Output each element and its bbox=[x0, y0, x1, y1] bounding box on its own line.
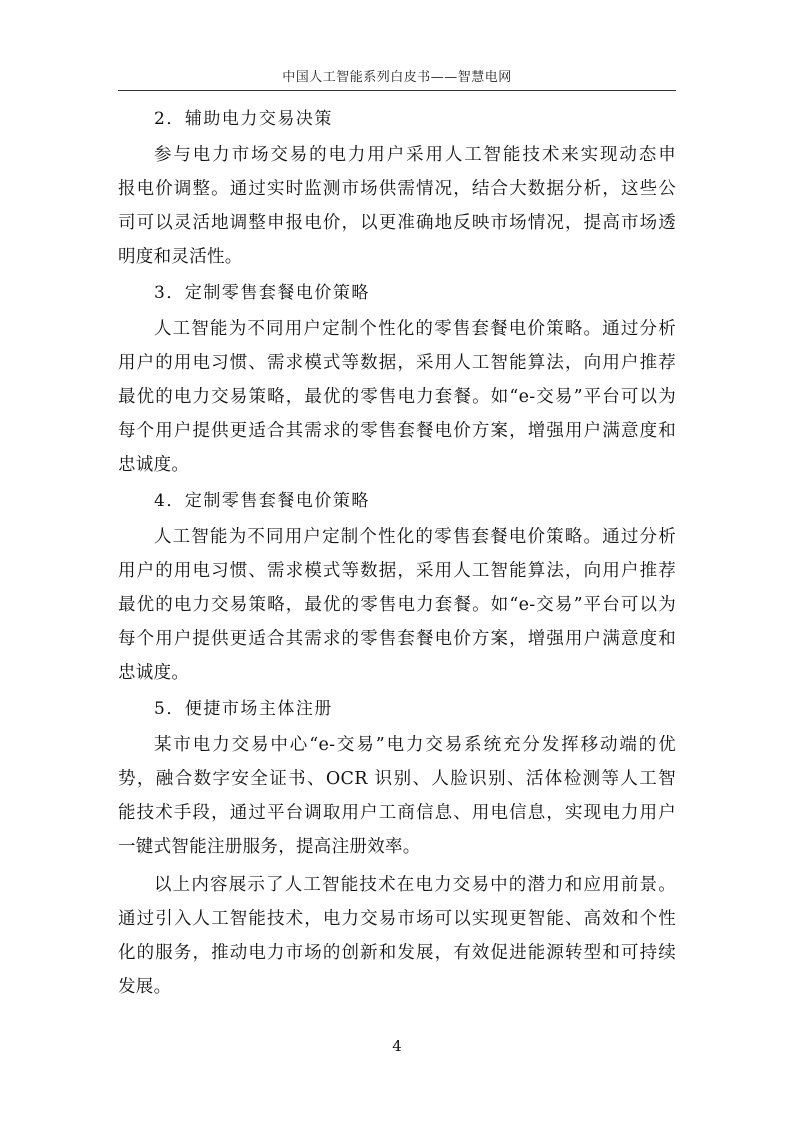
paragraph-line: 忠诚度。 bbox=[118, 663, 190, 683]
section-heading-5: 5．便捷市场主体注册 bbox=[154, 699, 333, 719]
section-paragraph-4 bbox=[118, 520, 676, 690]
paragraph-line: 化的服务，推动电力市场的创新和发展，有效促进能源转型和可持续 bbox=[118, 943, 676, 963]
conclusion-paragraph bbox=[118, 868, 676, 1004]
paragraph-line: 人工智能为不同用户定制个性化的零售套餐电价策略。通过分析 bbox=[154, 527, 676, 547]
header-divider bbox=[118, 90, 676, 91]
paragraph-line: 明度和灵活性。 bbox=[118, 247, 243, 267]
document-body bbox=[118, 100, 676, 1004]
section-heading-3: 3．定制零售套餐电价策略 bbox=[154, 283, 370, 303]
paragraph-line: 能技术手段，通过平台调取用户工商信息、用电信息，实现电力用户 bbox=[118, 803, 676, 823]
paragraph-line: 以上内容展示了人工智能技术在电力交易中的潜力和应用前景。 bbox=[154, 875, 676, 895]
section-heading-2: 2．辅助电力交易决策 bbox=[154, 109, 333, 129]
paragraph-line: 参与电力市场交易的电力用户采用人工智能技术来实现动态申 bbox=[154, 145, 676, 165]
page-header-title: 中国人工智能系列白皮书——智慧电网 bbox=[282, 70, 512, 85]
paragraph-line: 报电价调整。通过实时监测市场供需情况，结合大数据分析，这些公 bbox=[118, 179, 676, 199]
section-paragraph-3 bbox=[118, 312, 676, 482]
paragraph-line: 人工智能为不同用户定制个性化的零售套餐电价策略。通过分析 bbox=[154, 319, 676, 339]
paragraph-line: 每个用户提供更适合其需求的零售套餐电价方案，增强用户满意度和 bbox=[118, 629, 676, 649]
paragraph-line: 每个用户提供更适合其需求的零售套餐电价方案，增强用户满意度和 bbox=[118, 421, 676, 441]
paragraph-line: 通过引入人工智能技术，电力交易市场可以实现更智能、高效和个性 bbox=[118, 909, 676, 929]
page-number: 4 bbox=[392, 1037, 402, 1055]
paragraph-line: 某市电力交易中心“e-交易”电力交易系统充分发挥移动端的优 bbox=[154, 735, 676, 755]
paragraph-line: 发展。 bbox=[118, 977, 172, 997]
paragraph-line: 最优的电力交易策略，最优的零售电力套餐。如“e-交易”平台可以为 bbox=[118, 595, 676, 615]
paragraph-line: 用户的用电习惯、需求模式等数据，采用人工智能算法，向用户推荐 bbox=[118, 561, 676, 581]
paragraph-line: 势，融合数字安全证书、OCR 识别、人脸识别、活体检测等人工智 bbox=[118, 769, 676, 789]
paragraph-line: 最优的电力交易策略，最优的零售电力套餐。如“e-交易”平台可以为 bbox=[118, 387, 676, 407]
paragraph-line: 一键式智能注册服务，提高注册效率。 bbox=[118, 837, 421, 857]
paragraph-line: 用户的用电习惯、需求模式等数据，采用人工智能算法，向用户推荐 bbox=[118, 353, 676, 373]
section-paragraph-2 bbox=[118, 138, 676, 274]
section-heading-4: 4．定制零售套餐电价策略 bbox=[154, 491, 370, 511]
paragraph-line: 忠诚度。 bbox=[118, 455, 190, 475]
paragraph-line: 司可以灵活地调整申报电价，以更准确地反映市场情况，提高市场透 bbox=[118, 213, 676, 233]
section-paragraph-5 bbox=[118, 728, 676, 864]
